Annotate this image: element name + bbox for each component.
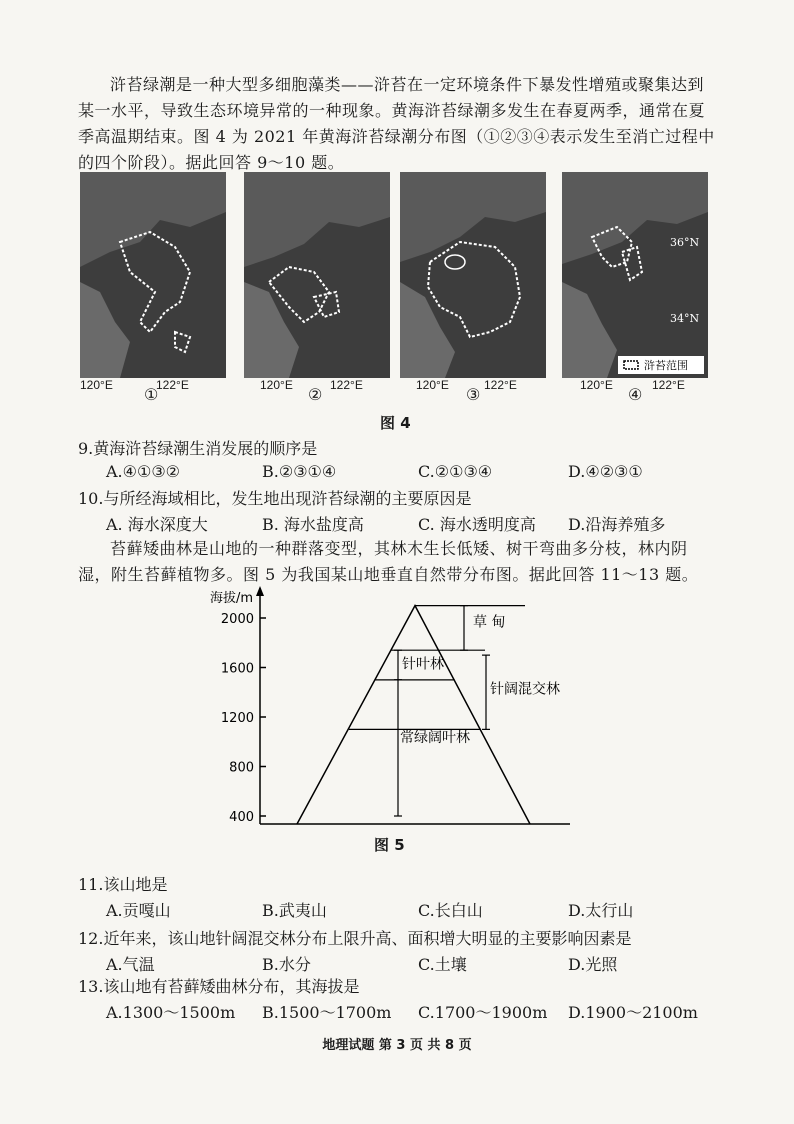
intro-paragraph-2	[78, 536, 718, 588]
axis-label-122-map1: 122°E	[156, 378, 189, 392]
y-axis-label: 海拔/m	[210, 591, 254, 606]
q10-option-b[interactable]: B. 海水盐度高	[262, 515, 364, 534]
q10-option-c[interactable]: C. 海水透明度高	[418, 515, 536, 534]
q10-option-a[interactable]: A. 海水深度大	[106, 515, 208, 534]
question-11-stem: 11.该山地是	[78, 875, 168, 894]
q13-option-d[interactable]: D.1900～2100m	[568, 1003, 698, 1022]
figure-4-caption: 图 4	[380, 414, 411, 432]
q11-option-b[interactable]: B.武夷山	[262, 901, 327, 920]
q9-option-b[interactable]: B.②③①④	[262, 462, 337, 481]
q12-option-a[interactable]: A.气温	[106, 955, 155, 974]
q11-option-a[interactable]: A.贡嘎山	[106, 901, 171, 920]
map-1-image	[80, 172, 226, 378]
stage-number-1: ①	[144, 385, 159, 404]
intro-text-1: 浒苔绿潮是一种大型多细胞藻类——浒苔在一定环境条件下暴发性增殖或聚集达到某一水平，导致生态环境异常的一种现象。黄海浒苔绿潮多发生在春夏两季，通常在夏季高温期结束。图 4 为 2021 年黄海浒苔绿潮分布图（①②③④表示发生至消亡过程中的四个阶段）。据此回答 9～10 题。	[78, 75, 715, 172]
lat-34-label: 34°N	[670, 312, 700, 325]
question-12-stem: 12.近年来，该山地针阔混交林分布上限升高、面积增大明显的主要影响因素是	[78, 929, 632, 948]
y-tick-label-1200: 1200	[220, 711, 254, 726]
axis-label-122-map3: 122°E	[484, 378, 517, 392]
q12-option-b[interactable]: B.水分	[262, 955, 311, 974]
q10-option-d[interactable]: D.沿海养殖多	[568, 515, 666, 534]
axis-label-120-map3: 120°E	[416, 378, 449, 392]
zone-label-mixed: 针阔混交林	[490, 681, 560, 698]
map-3-image	[400, 172, 546, 378]
q9-option-d[interactable]: D.④②③①	[568, 462, 643, 481]
axis-label-120-map2: 120°E	[260, 378, 293, 392]
q12-option-c[interactable]: C.土壤	[418, 955, 467, 974]
zone-label-meadow: 草 甸	[473, 614, 506, 631]
y-axis-arrow	[256, 586, 264, 596]
map-stage-1	[80, 172, 226, 378]
question-13-stem: 13.该山地有苔藓矮曲林分布，其海拔是	[78, 977, 360, 996]
axis-label-120-map1: 120°E	[80, 378, 113, 392]
stage-number-3: ③	[466, 385, 481, 404]
zone-label-conifer: 针叶林	[402, 656, 444, 673]
question-9-stem: 9.黄海浒苔绿潮生消发展的顺序是	[78, 439, 318, 458]
figure-5-caption: 图 5	[374, 836, 405, 854]
stage-number-4: ④	[628, 385, 643, 404]
zone-label-evergreen: 常绿阔叶林	[400, 729, 470, 746]
map-2-image	[244, 172, 390, 378]
q9-option-c[interactable]: C.②①③④	[418, 462, 493, 481]
map-4-image	[562, 172, 708, 378]
question-10-stem: 10.与所经海域相比，发生地出现浒苔绿潮的主要原因是	[78, 489, 472, 508]
map-stage-2	[244, 172, 390, 378]
axis-label-122-map4: 122°E	[652, 378, 685, 392]
legend-label: 浒苔范围	[644, 359, 688, 372]
map-stage-3	[400, 172, 546, 378]
q12-option-d[interactable]: D.光照	[568, 955, 618, 974]
page-footer: 地理试题 第 3 页 共 8 页	[322, 1038, 472, 1053]
mountain-outline	[297, 606, 530, 824]
q13-option-a[interactable]: A.1300～1500m	[106, 1003, 236, 1022]
q9-option-a[interactable]: A.④①③②	[106, 462, 181, 481]
axis-label-122-map2: 122°E	[330, 378, 363, 392]
map-stage-4	[562, 172, 708, 378]
figure-4-maps	[80, 172, 700, 402]
y-tick-label-400: 400	[229, 810, 254, 825]
intro-paragraph-1	[78, 72, 718, 176]
axis-label-120-map4: 120°E	[580, 378, 613, 392]
q13-option-b[interactable]: B.1500～1700m	[262, 1003, 392, 1022]
y-tick-label-2000: 2000	[220, 612, 254, 627]
intro-text-2: 苔藓矮曲林是山地的一种群落变型，其林木生长低矮、树干弯曲多分枝，林内阴湿，附生苔藓植物多。图 5 为我国某山地垂直自然带分布图。据此回答 11～13 题。	[78, 539, 699, 584]
stage-number-2: ②	[308, 385, 323, 404]
q11-option-d[interactable]: D.太行山	[568, 901, 634, 920]
q11-option-c[interactable]: C.长白山	[418, 901, 483, 920]
y-tick-label-1600: 1600	[220, 661, 254, 677]
lat-36-label: 36°N	[670, 236, 700, 249]
y-tick-label-800: 800	[229, 760, 254, 776]
figure-5-altitude-diagram	[200, 584, 580, 834]
q13-option-c[interactable]: C.1700～1900m	[418, 1003, 548, 1022]
